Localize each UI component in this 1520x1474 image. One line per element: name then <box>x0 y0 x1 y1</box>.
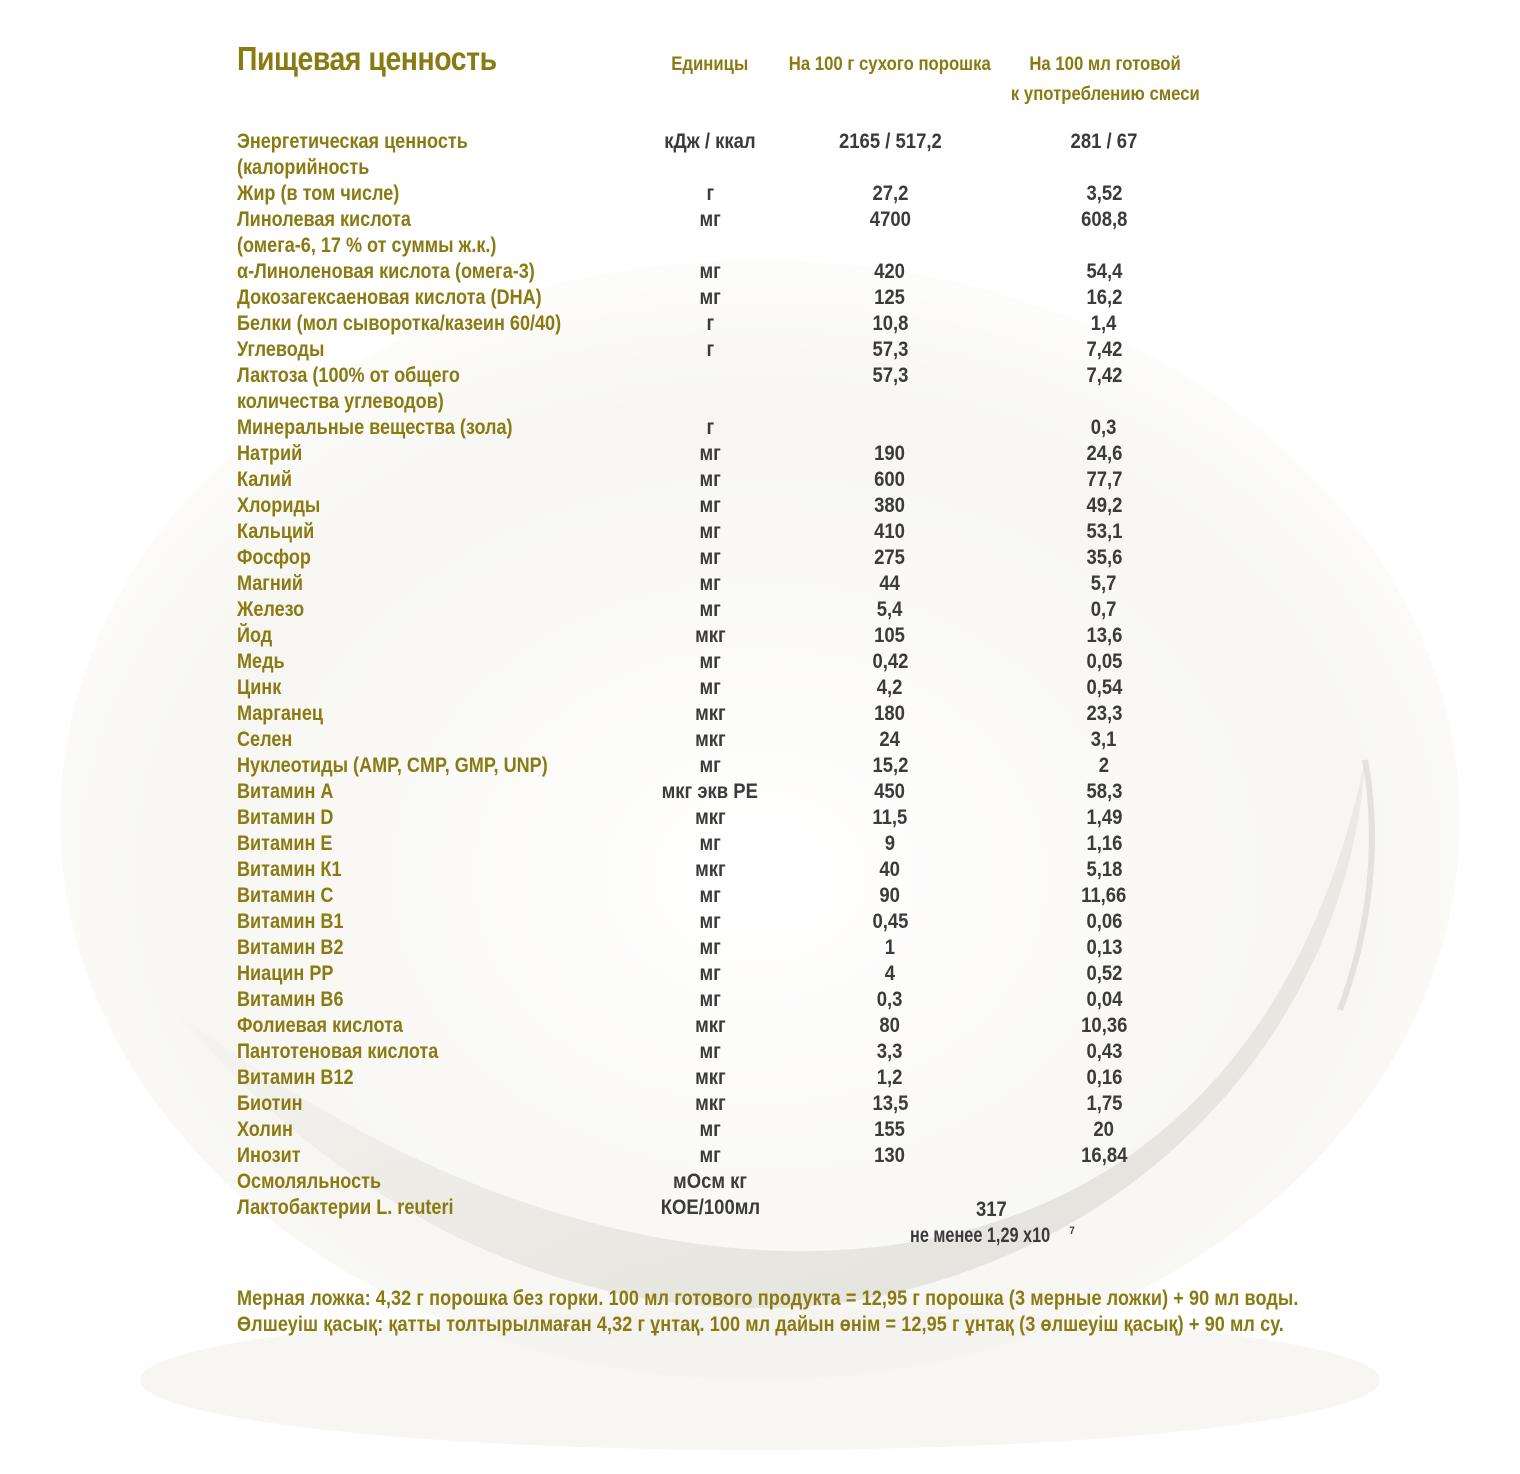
nutrient-name: Медь <box>237 650 285 673</box>
dry-value-cell: 0,3 <box>877 988 903 1011</box>
dry-value-cell: 9 <box>884 832 896 855</box>
unit-cell: мг <box>699 520 721 543</box>
unit-cell: мг <box>699 260 721 283</box>
ready-value-cell: 3,52 <box>1086 182 1122 205</box>
dry-value-cell: 3,3 <box>877 1040 903 1063</box>
dry-value-cell: 40 <box>879 858 901 881</box>
unit-cell: мг <box>699 1144 721 1167</box>
unit-cell: мг <box>699 962 721 985</box>
ready-value-cell: 7,42 <box>1086 338 1122 361</box>
ready-value-cell: 24,6 <box>1086 442 1122 465</box>
ready-value-cell: 0,3 <box>1091 416 1117 439</box>
dry-header-label: На 100 г сухого порошка <box>788 54 992 75</box>
dry-value-cell: 57,3 <box>872 364 908 387</box>
dry-value-cell: 5,4 <box>877 598 903 621</box>
ready-value-cell <box>1004 1169 1204 1195</box>
dry-value-cell: 4,2 <box>877 676 903 699</box>
dry-value-cell: 600 <box>874 468 906 491</box>
unit-cell: мг <box>699 598 721 621</box>
ready-value-cell: 35,6 <box>1086 546 1122 569</box>
nutrient-name: Витамин К1 <box>237 858 342 881</box>
dry-value-cell: 380 <box>874 494 906 517</box>
ready-value-cell: 0,7 <box>1091 598 1117 621</box>
nutrient-name: Йод <box>237 624 273 647</box>
page-title: Пищевая ценность <box>237 40 497 77</box>
nutrient-row <box>0 701 1520 727</box>
dry-powder-column-header <box>770 50 1010 80</box>
unit-cell: мг <box>699 676 721 699</box>
nutrient-name: Нуклеотиды (AMP, CMP, GMP, UNP) <box>237 754 548 777</box>
nutrient-row <box>0 415 1520 441</box>
dry-value-cell: 44 <box>879 572 901 595</box>
ready-value-cell: 1,16 <box>1086 832 1122 855</box>
nutrient-name: α-Линоленовая кислота (омега-3) <box>237 260 535 283</box>
unit-cell: мг <box>699 208 721 231</box>
ready-value-cell: 0,05 <box>1086 650 1122 673</box>
dry-value-cell: 0,42 <box>872 650 908 673</box>
nutrient-name: Калий <box>237 468 292 491</box>
ready-value-cell: 1,75 <box>1086 1092 1122 1115</box>
unit-cell: г <box>706 416 714 439</box>
unit-cell: мг <box>699 468 721 491</box>
dry-value-cell <box>790 1169 990 1195</box>
unit-cell: КОЕ/100мл <box>660 1196 760 1219</box>
nutrient-row <box>0 961 1520 987</box>
nutrient-row <box>0 675 1520 701</box>
unit-cell: мг <box>699 546 721 569</box>
footer-note-kz: Өлшеуіш қасық: қатты толтырылмаған 4,32 г ұнтақ. 100 мл дайын өнім = 12,95 г ұнтақ (3 өлшеуіш қасық) + 90 мл су. <box>237 1313 1284 1336</box>
nutrient-row <box>0 285 1520 311</box>
units-column-header <box>640 50 780 80</box>
ready-value-cell: 608,8 <box>1080 208 1128 231</box>
unit-cell: мг <box>699 884 721 907</box>
dry-value-cell: 1,2 <box>877 1066 903 1089</box>
unit-cell: мкг <box>694 1066 726 1089</box>
ready-value-cell: 2 <box>1098 754 1110 777</box>
dry-value-cell: 24 <box>879 728 901 751</box>
nutrient-name: Цинк <box>237 676 282 699</box>
dry-value-cell: 190 <box>874 442 906 465</box>
nutrient-name: Витамин D <box>237 806 334 829</box>
ready-value-cell: 0,43 <box>1086 1040 1122 1063</box>
dry-value-cell: 450 <box>874 780 906 803</box>
nutrient-row <box>0 1013 1520 1039</box>
nutrient-row <box>0 181 1520 207</box>
nutrient-name: Минеральные вещества (зола) <box>237 416 513 439</box>
unit-cell: мкг <box>694 806 726 829</box>
ready-header-line2: к употреблению смеси <box>1010 84 1200 105</box>
nutrient-row <box>0 805 1520 831</box>
dry-value-cell: 10,8 <box>872 312 908 335</box>
dry-value-cell: 180 <box>874 702 906 725</box>
ready-value-cell: 5,18 <box>1086 858 1122 881</box>
ready-value-cell: 11,66 <box>1081 884 1127 907</box>
units-header-label: Единицы <box>671 54 749 75</box>
unit-cell: мг <box>699 1118 721 1141</box>
nutrient-row <box>0 623 1520 649</box>
nutrient-row <box>0 207 1520 259</box>
nutrient-name: Витамин В12 <box>237 1066 354 1089</box>
ready-value-cell: 0,04 <box>1086 988 1122 1011</box>
nutrient-row <box>0 909 1520 935</box>
dry-value-cell: 90 <box>879 884 901 907</box>
dry-value-cell: 4 <box>884 962 896 985</box>
ready-value-cell <box>1004 1195 1204 1221</box>
nutrient-row <box>0 1117 1520 1143</box>
nutrient-row <box>0 987 1520 1013</box>
dry-value-cell: 105 <box>874 624 906 647</box>
unit-cell: мкг <box>694 1092 726 1115</box>
nutrient-name: Холин <box>237 1118 293 1141</box>
ready-value-cell: 53,1 <box>1086 520 1122 543</box>
nutrient-row <box>0 467 1520 493</box>
nutrient-row <box>0 493 1520 519</box>
nutrient-name: Железо <box>237 598 305 621</box>
nutrient-row <box>0 311 1520 337</box>
lactobacteria-value: не менее 1,29 х10 $^7$ <box>910 1224 1075 1247</box>
unit-cell: мг <box>699 572 721 595</box>
dry-value-cell: 155 <box>874 1118 906 1141</box>
dry-value-cell: 2165 / 517,2 <box>838 130 942 153</box>
nutrient-name: Энергетическая ценность (калорийность <box>237 130 468 179</box>
nutrient-name: Хлориды <box>237 494 321 517</box>
unit-cell: кДж / ккал <box>664 130 756 153</box>
nutrient-name: Осмоляльность <box>237 1170 382 1193</box>
unit-cell: г <box>706 182 714 205</box>
dry-value-cell: 15,2 <box>872 754 908 777</box>
nutrient-name: Фосфор <box>237 546 311 569</box>
dry-value-cell <box>790 415 990 441</box>
exponent: 7 <box>1069 1225 1075 1237</box>
dry-value-cell: 13,5 <box>872 1092 908 1115</box>
unit-cell: мкг <box>694 624 726 647</box>
nutrient-name: Магний <box>237 572 303 595</box>
nutrient-name: Пантотеновая кислота <box>237 1040 439 1063</box>
nutrient-name: Витамин С <box>237 884 334 907</box>
ready-value-cell: 16,2 <box>1086 286 1122 309</box>
unit-cell: мг <box>699 832 721 855</box>
ready-value-cell: 7,42 <box>1086 364 1122 387</box>
nutrient-row <box>0 727 1520 753</box>
nutrient-name: Витамин Е <box>237 832 333 855</box>
dry-value-cell: 410 <box>874 520 906 543</box>
nutrient-name: Витамин В2 <box>237 936 344 959</box>
ready-value-cell: 13,6 <box>1086 624 1122 647</box>
unit-cell: мг <box>699 442 721 465</box>
nutrient-row <box>0 1065 1520 1091</box>
ready-value-cell: 0,52 <box>1086 962 1122 985</box>
unit-cell <box>620 363 800 389</box>
nutrient-name: Марганец <box>237 702 323 725</box>
ready-value-cell: 20 <box>1093 1118 1115 1141</box>
unit-cell: мОсм кг <box>672 1170 748 1193</box>
nutrient-name: Лактоза (100% от общего количества углеводов) <box>237 364 460 413</box>
ready-value-cell: 23,3 <box>1086 702 1122 725</box>
nutrient-name: Витамин В6 <box>237 988 344 1011</box>
nutrient-row <box>0 831 1520 857</box>
nutrient-row <box>0 1169 1520 1195</box>
nutrient-name: Углеводы <box>237 338 325 361</box>
nutrient-name: Инозит <box>237 1144 301 1167</box>
dry-value-cell: 27,2 <box>872 182 908 205</box>
dry-value-cell: 125 <box>874 286 906 309</box>
ready-value-cell: 281 / 67 <box>1070 130 1138 153</box>
ready-value-cell: 1,49 <box>1086 806 1122 829</box>
footer-note-ru: Мерная ложка: 4,32 г порошка без горки. 100 мл готового продукта = 12,95 г порошка (3 мерные ложки) + 90 мл воды. <box>237 1287 1299 1310</box>
nutrient-row <box>0 441 1520 467</box>
unit-cell: мкг <box>694 728 726 751</box>
unit-cell: г <box>706 312 714 335</box>
ready-value-cell: 0,06 <box>1086 910 1122 933</box>
nutrient-row <box>0 597 1520 623</box>
dry-value-cell: 130 <box>874 1144 906 1167</box>
ready-value-cell: 3,1 <box>1091 728 1117 751</box>
nutrient-row <box>0 1195 1520 1221</box>
nutrient-row <box>0 545 1520 571</box>
dry-value-cell: 80 <box>879 1014 901 1037</box>
nutrient-name: Белки (мол сыворотка/казеин 60/40) <box>237 312 562 335</box>
nutrient-row <box>0 259 1520 285</box>
dry-value-cell: 275 <box>874 546 906 569</box>
ready-value-cell: 0,13 <box>1086 936 1122 959</box>
nutrient-row <box>0 935 1520 961</box>
nutrient-name: Селен <box>237 728 293 751</box>
nutrient-name: Лактобактерии L. reuteri <box>237 1196 454 1219</box>
ready-value-cell: 10,36 <box>1080 1014 1128 1037</box>
dry-value-cell: 4700 <box>869 208 911 231</box>
unit-cell: мкг <box>694 702 726 725</box>
unit-cell: мг <box>699 988 721 1011</box>
nutrient-name: Фолиевая кислота <box>237 1014 403 1037</box>
nutrient-name: Биотин <box>237 1092 303 1115</box>
ready-value-cell: 54,4 <box>1086 260 1122 283</box>
nutrient-name: Жир (в том числе) <box>237 182 400 205</box>
unit-cell: мкг <box>694 1014 726 1037</box>
nutrient-name: Натрий <box>237 442 303 465</box>
nutrient-row <box>0 337 1520 363</box>
nutrient-row <box>0 1039 1520 1065</box>
nutrient-name: Ниацин РР <box>237 962 334 985</box>
nutrient-row <box>0 779 1520 805</box>
dry-value-cell: 11,5 <box>872 806 908 829</box>
ready-value-cell: 0,16 <box>1086 1066 1122 1089</box>
nutrient-name: Кальций <box>237 520 315 543</box>
nutrient-row <box>0 883 1520 909</box>
unit-cell: мг <box>699 754 721 777</box>
unit-cell: мг <box>699 910 721 933</box>
nutrient-row <box>0 363 1520 415</box>
unit-cell: мг <box>699 936 721 959</box>
osmolality-value: 317 <box>976 1198 1007 1221</box>
nutrient-name: Линолевая кислота (омега-6, 17 % от суммы ж.к.) <box>237 208 497 257</box>
nutrient-name: Докозагексаеновая кислота (DHA) <box>237 286 542 309</box>
ready-formula-column-header <box>980 50 1230 110</box>
nutrient-name: Витамин В1 <box>237 910 344 933</box>
nutrient-row <box>0 857 1520 883</box>
nutrient-row <box>0 129 1520 181</box>
unit-cell: мг <box>699 650 721 673</box>
ready-value-cell: 1,4 <box>1091 312 1117 335</box>
ready-header-line1: На 100 мл готовой <box>1029 54 1181 75</box>
unit-cell: мкг <box>694 858 726 881</box>
dry-value-cell: 0,45 <box>872 910 908 933</box>
dry-value-cell <box>790 1195 990 1221</box>
ready-value-cell: 0,54 <box>1086 676 1122 699</box>
nutrient-rows <box>0 129 1520 1221</box>
nutrient-row <box>0 649 1520 675</box>
unit-cell: мг <box>699 494 721 517</box>
nutrient-name: Витамин А <box>237 780 334 803</box>
unit-cell: мг <box>699 286 721 309</box>
nutrient-row <box>0 1143 1520 1169</box>
ready-value-cell: 49,2 <box>1086 494 1122 517</box>
nutrient-row <box>0 571 1520 597</box>
ready-value-cell: 58,3 <box>1086 780 1122 803</box>
unit-cell: мг <box>699 1040 721 1063</box>
nutrient-row <box>0 753 1520 779</box>
ready-value-cell: 16,84 <box>1080 1144 1128 1167</box>
dry-value-cell: 1 <box>884 936 896 959</box>
ready-value-cell: 77,7 <box>1086 468 1122 491</box>
dry-value-cell: 57,3 <box>872 338 908 361</box>
unit-cell: мкг экв РЕ <box>661 780 759 803</box>
dry-value-cell: 420 <box>874 260 906 283</box>
unit-cell: г <box>706 338 714 361</box>
ready-value-cell: 5,7 <box>1091 572 1117 595</box>
nutrient-row <box>0 1091 1520 1117</box>
nutrient-row <box>0 519 1520 545</box>
